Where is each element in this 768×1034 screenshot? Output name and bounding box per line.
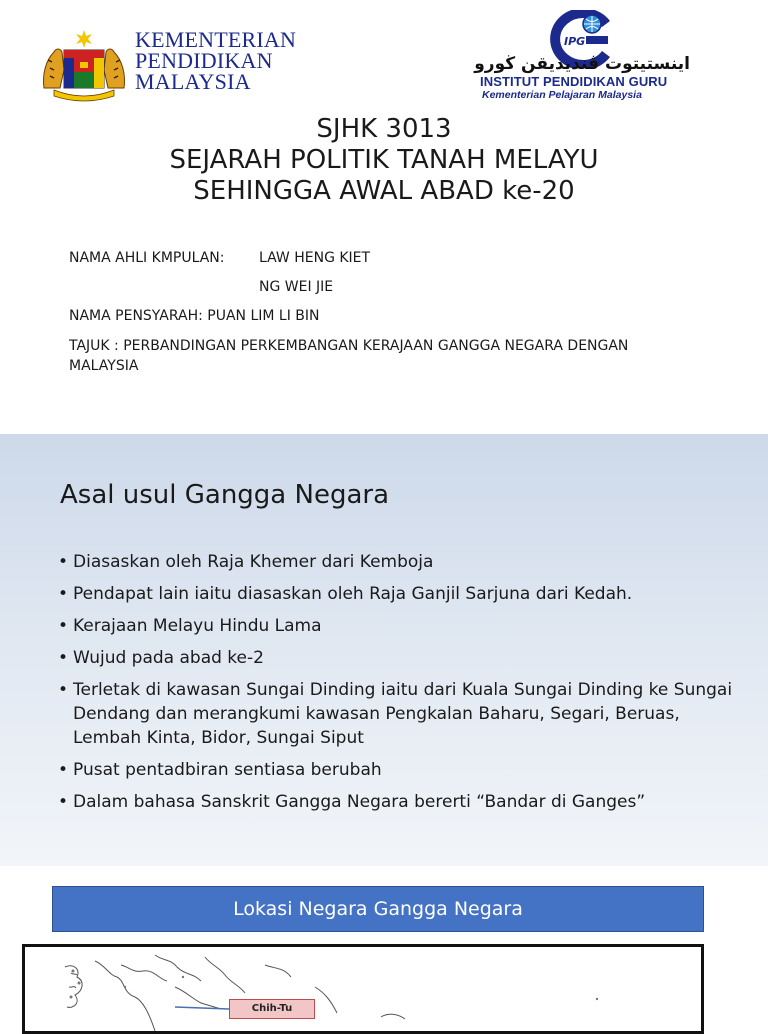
location-banner: Lokasi Negara Gangga Negara	[52, 886, 704, 932]
map-image	[22, 944, 704, 1034]
bullet-icon: •	[58, 648, 69, 668]
map-label-chih-tu: Chih-Tu	[229, 999, 315, 1019]
ipg-name: INSTITUT PENDIDIKAN GURU	[480, 74, 668, 89]
bullet-list	[58, 550, 738, 822]
bullet-icon: •	[58, 616, 69, 636]
kpm-logo	[40, 24, 302, 104]
malaysia-coat-of-arms-icon	[40, 30, 128, 102]
members-label: NAMA AHLI KMPULAN:	[69, 250, 225, 266]
kpm-wordmark	[135, 29, 296, 92]
kpm-line1: KEMENTERIAN	[135, 27, 297, 52]
kpm-line2: PENDIDIKAN	[135, 48, 273, 73]
course-title-line2: SEHINGGA AWAL ABAD ke-20	[193, 176, 575, 206]
list-item	[58, 790, 738, 814]
bullet-text: Pusat pentadbiran sentiasa berubah	[73, 760, 382, 780]
bullet-text: Wujud pada abad ke-2	[73, 648, 264, 668]
bullet-icon: •	[58, 552, 69, 572]
origin-slide	[0, 434, 768, 866]
bullet-text: Terletak di kawasan Sungai Dinding iaitu dari Kuala Sungai Dinding ke Sungai Dendang dan merangkumi kawasan Pengkalan Baharu, Segari, Beruas, Lembah Kinta, Bidor, Sungai Siput	[73, 680, 733, 748]
ipg-emblem-text: IPG	[564, 35, 586, 48]
bullet-icon: •	[58, 792, 69, 812]
ipg-subtitle: Kementerian Pelajaran Malaysia	[482, 89, 642, 101]
course-title-line1: SEJARAH POLITIK TANAH MELAYU	[169, 145, 599, 175]
bullet-text: Diasaskan oleh Raja Khemer dari Kemboja	[73, 552, 434, 572]
list-item	[58, 614, 738, 638]
historical-map-icon	[25, 947, 701, 1031]
bullet-icon: •	[58, 680, 69, 700]
course-code: SJHK 3013	[316, 114, 452, 144]
list-item	[58, 678, 738, 750]
kpm-line3: MALAYSIA	[135, 69, 251, 94]
slide-title	[0, 114, 768, 207]
topic: TAJUK : PERBANDINGAN PERKEMBANGAN KERAJAAN GANGGA NEGARA DENGAN MALAYSIA	[69, 338, 629, 374]
lecturer-name: NAMA PENSYARAH: PUAN LIM LI BIN	[69, 308, 320, 324]
list-item	[58, 646, 738, 670]
bullet-text: Kerajaan Melayu Hindu Lama	[73, 616, 322, 636]
list-item	[58, 582, 738, 606]
list-item	[58, 758, 738, 782]
location-slide	[0, 868, 768, 1024]
member-2: NG WEI JIE	[259, 279, 334, 295]
bullet-text: Dalam bahasa Sanskrit Gangga Negara bererti “Bandar di Ganges”	[73, 792, 646, 812]
title-slide	[0, 0, 768, 432]
member-1: LAW HENG KIET	[259, 250, 371, 266]
list-item	[58, 550, 738, 574]
bullet-text: Pendapat lain iaitu diasaskan oleh Raja Ganjil Sarjuna dari Kedah.	[73, 584, 633, 604]
ipg-arabic-text: اينستيتوت ڤنديديقن ڬورو	[474, 54, 690, 74]
bullet-icon: •	[58, 584, 69, 604]
slide-heading: Asal usul Gangga Negara	[60, 480, 390, 510]
bullet-icon: •	[58, 760, 69, 780]
ipg-logo	[476, 10, 690, 102]
